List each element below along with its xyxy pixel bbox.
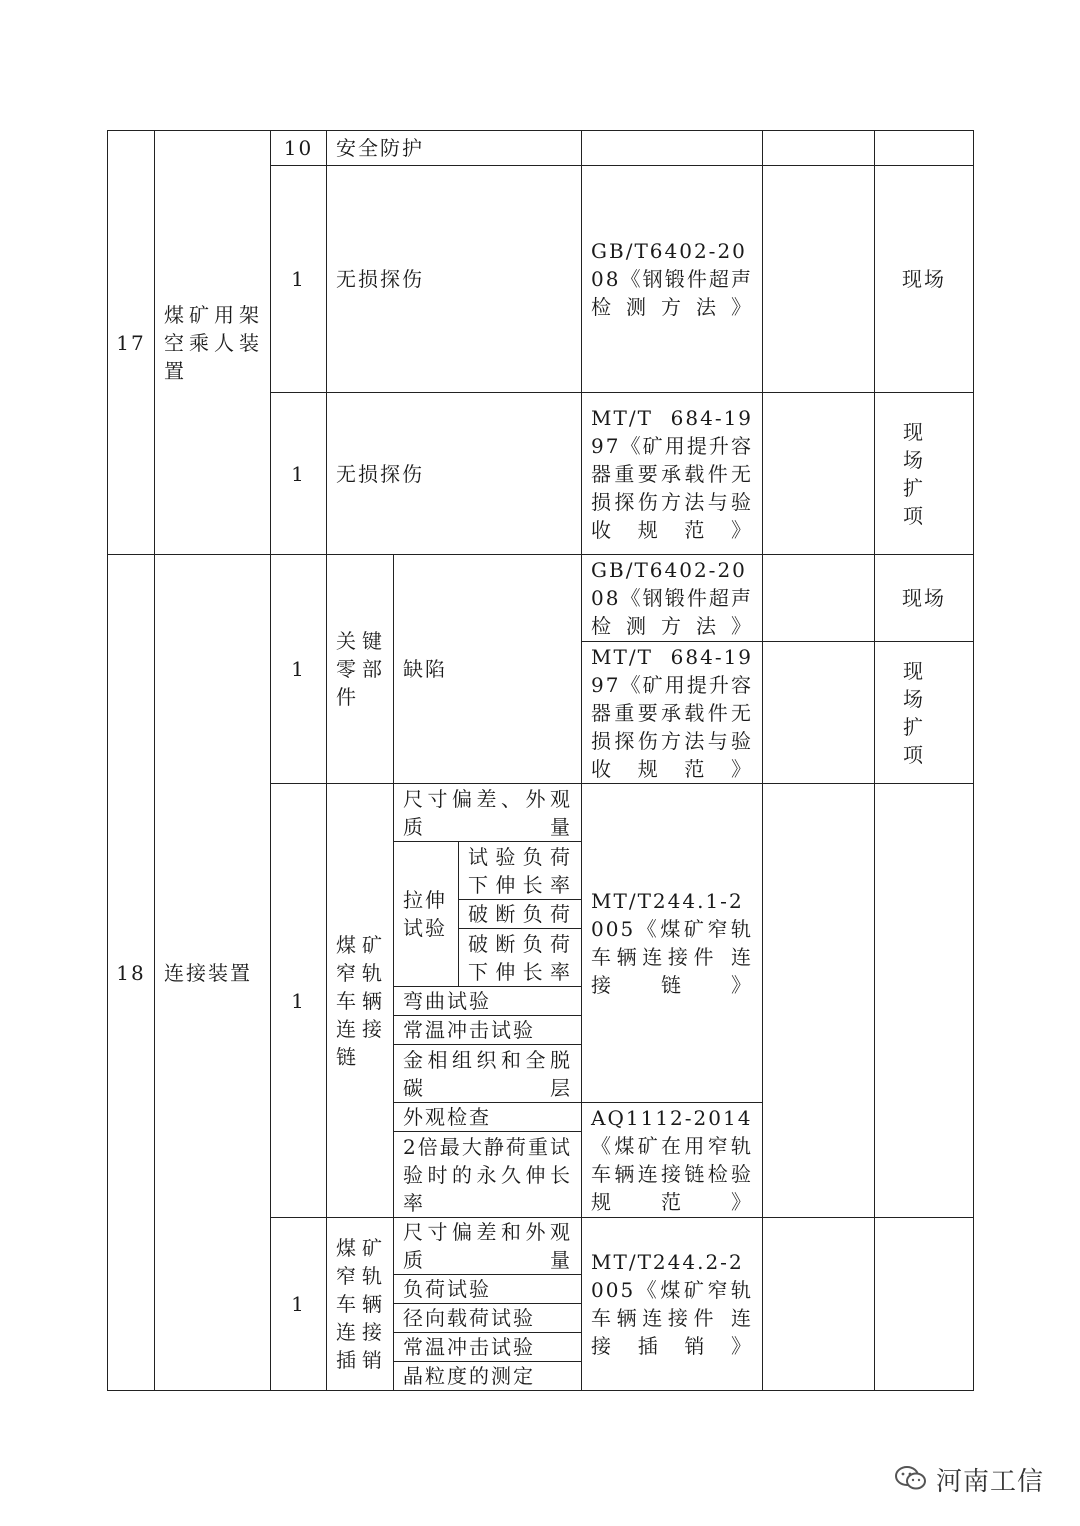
account-name: 河南工信 [935, 1467, 1044, 1497]
row17-0-standard [582, 131, 763, 166]
row18-g3-item-load: 负荷试验 [394, 1275, 582, 1304]
row18-g2-item-static: 2倍最大静荷重试验时的永久伸长率 [394, 1132, 582, 1218]
row18-g1-standard-b: MT/T 684-1997《矿用提升容器重要承载件无损探伤方法与验收规范》 [582, 642, 763, 784]
row18-g2-standard-b: AQ1112-2014《煤矿在用窄轨车辆连接链检验规范》 [582, 1103, 763, 1218]
row18-g1-item: 缺陷 [394, 555, 582, 784]
row18-g3-item-impact: 常温冲击试验 [394, 1333, 582, 1362]
row18-g3-index: 1 [271, 1218, 327, 1391]
row18-g2-item-dim: 尺寸偏差、外观质量 [394, 784, 582, 842]
row17-2-note [875, 393, 974, 555]
standards-table [107, 130, 974, 1391]
row17-0-empty [763, 131, 875, 166]
row17-1-note: 现场 [875, 166, 974, 393]
row17-2-note-text: 现场扩项 [903, 419, 926, 528]
row18-g2-index: 1 [271, 784, 327, 1218]
row17-2-item: 无损探伤 [327, 393, 582, 555]
row17-1-index: 1 [271, 166, 327, 393]
row17-no: 17 [108, 131, 155, 555]
row18-g2-item-bend: 弯曲试验 [394, 987, 582, 1016]
row18-g2-item-t1: 试验负荷下伸长率 [459, 842, 582, 900]
row18-g3-empty [763, 1218, 875, 1391]
row17-2-empty [763, 393, 875, 555]
row18-g1-note-b [875, 642, 974, 784]
row17-1-standard: GB/T6402-2008《钢锻件超声检测方法》 [582, 166, 763, 393]
row18-g2-item-t2: 破断负荷 [459, 900, 582, 929]
row18-g2-empty [763, 784, 875, 1218]
row18-g1-note-b-text: 现场扩项 [903, 658, 926, 767]
row18-g3-standard: MT/T244.2-2005《煤矿窄轨车辆连接件 连接插销》 [582, 1218, 763, 1391]
row17-0-note [875, 131, 974, 166]
row17-1-empty [763, 166, 875, 393]
row18-g2-item-impact: 常温冲击试验 [394, 1016, 582, 1045]
row18-g3-part: 煤矿窄轨车辆连接插销 [327, 1218, 394, 1391]
row18-g2-item-metal: 金相组织和全脱碳层 [394, 1045, 582, 1103]
row18-g1-empty-b [763, 642, 875, 784]
row18-g1-note-a: 现场 [875, 555, 974, 642]
row18-g1-standard-a: GB/T6402-2008《钢锻件超声检测方法》 [582, 555, 763, 642]
row17-1-item: 无损探伤 [327, 166, 582, 393]
row18-no: 18 [108, 555, 155, 1391]
wechat-watermark [894, 1461, 1044, 1498]
wechat-icon [894, 1464, 928, 1496]
row18-g3-item-dim: 尺寸偏差和外观质量 [394, 1218, 582, 1275]
row18-g3-item-radial: 径向载荷试验 [394, 1304, 582, 1333]
row18-g2-item-t3: 破断负荷下伸长率 [459, 929, 582, 987]
row17-2-standard: MT/T 684-1997《矿用提升容器重要承载件无损探伤方法与验收规范》 [582, 393, 763, 555]
row17-0-item: 安全防护 [327, 131, 582, 166]
row18-g3-item-grain: 晶粒度的测定 [394, 1362, 582, 1391]
row18-g2-standard-a: MT/T244.1-2005《煤矿窄轨车辆连接件 连接链》 [582, 784, 763, 1103]
row17-product: 煤矿用架空乘人装置 [155, 131, 271, 555]
row18-g1-empty-a [763, 555, 875, 642]
row18-g2-item-visual: 外观检查 [394, 1103, 582, 1132]
row18-g1-index: 1 [271, 555, 327, 784]
row18-g3-note [875, 1218, 974, 1391]
row18-g1-part: 关键零部件 [327, 555, 394, 784]
row18-g2-part: 煤矿窄轨车辆连接链 [327, 784, 394, 1218]
row18-g2-note [875, 784, 974, 1218]
row18-g2-item-tensile: 拉伸试验 [394, 842, 459, 987]
row17-0-index: 10 [271, 131, 327, 166]
row18-product: 连接装置 [155, 555, 271, 1391]
row17-2-index: 1 [271, 393, 327, 555]
